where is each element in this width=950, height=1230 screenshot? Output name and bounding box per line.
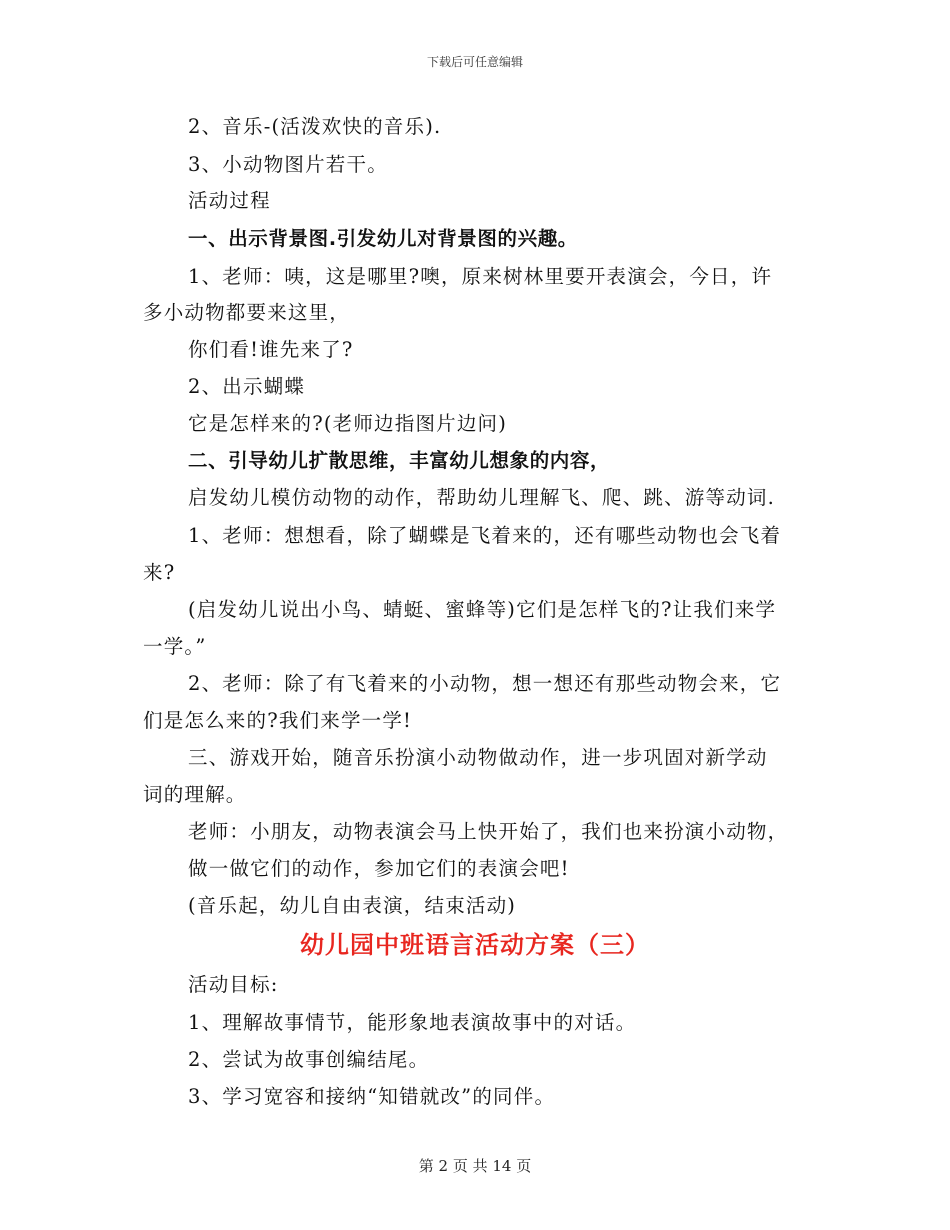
text-line: 2、出示蝴蝶	[188, 375, 306, 398]
text-line: 来?	[143, 561, 176, 584]
text-line: 2、音乐-(活泼欢快的音乐).	[188, 115, 442, 138]
text-line: (启发幼儿说出小鸟、蜻蜓、蜜蜂等)它们是怎样飞的?让我们来学	[188, 598, 777, 621]
text-line: 活动目标:	[188, 973, 279, 996]
text-line: (音乐起，幼儿自由表演，结束活动)	[188, 894, 517, 917]
text-line: 1、老师：想想看，除了蝴蝶是飞着来的，还有哪些动物也会飞着	[188, 524, 782, 547]
text-line: 它是怎样来的?(老师边指图片边问)	[188, 412, 508, 435]
text-line: 词的理解。	[143, 783, 247, 806]
page-header: 下载后可任意编辑	[426, 55, 523, 69]
section-heading: 二、引导幼儿扩散思维，丰富幼儿想象的内容，	[188, 449, 611, 472]
page-footer: 第 2 页 共 14 页	[418, 1157, 532, 1175]
text-line: 老师：小朋友，动物表演会马上快开始了，我们也来扮演小动物，	[188, 820, 789, 843]
text-line: 2、尝试为故事创编结尾。	[188, 1048, 430, 1071]
text-line: 活动过程	[188, 189, 271, 212]
text-line: 3、小动物图片若干。	[188, 153, 388, 176]
text-line: 你们看!谁先来了?	[188, 338, 354, 361]
text-line: 2、老师：除了有飞着来的小动物，想一想还有那些动物会来，它	[188, 672, 782, 695]
text-line: 一学。”	[143, 635, 207, 658]
text-line: 做一做它们的动作，参加它们的表演会吧!	[188, 857, 570, 880]
text-line: 1、理解故事情节，能形象地表演故事中的对话。	[188, 1011, 637, 1034]
text-line: 多小动物都要来这里，	[143, 301, 351, 324]
text-line: 1、老师：咦，这是哪里?噢，原来树林里要开表演会，今日，许	[188, 265, 773, 288]
section-title: 幼儿园中班语言活动方案（三）	[300, 931, 650, 959]
text-line: 3、学习宽容和接纳“知错就改”的同伴。	[188, 1085, 556, 1108]
text-line: 启发幼儿模仿动物的动作，帮助幼儿理解飞、爬、跳、游等动词.	[188, 486, 775, 509]
section-heading: 一、出示背景图.引发幼儿对背景图的兴趣。	[188, 227, 578, 250]
text-line: 们是怎么来的?我们来学一学!	[143, 709, 413, 732]
text-line: 三、游戏开始，随音乐扮演小动物做动作，进一步巩固对新学动	[188, 746, 768, 769]
